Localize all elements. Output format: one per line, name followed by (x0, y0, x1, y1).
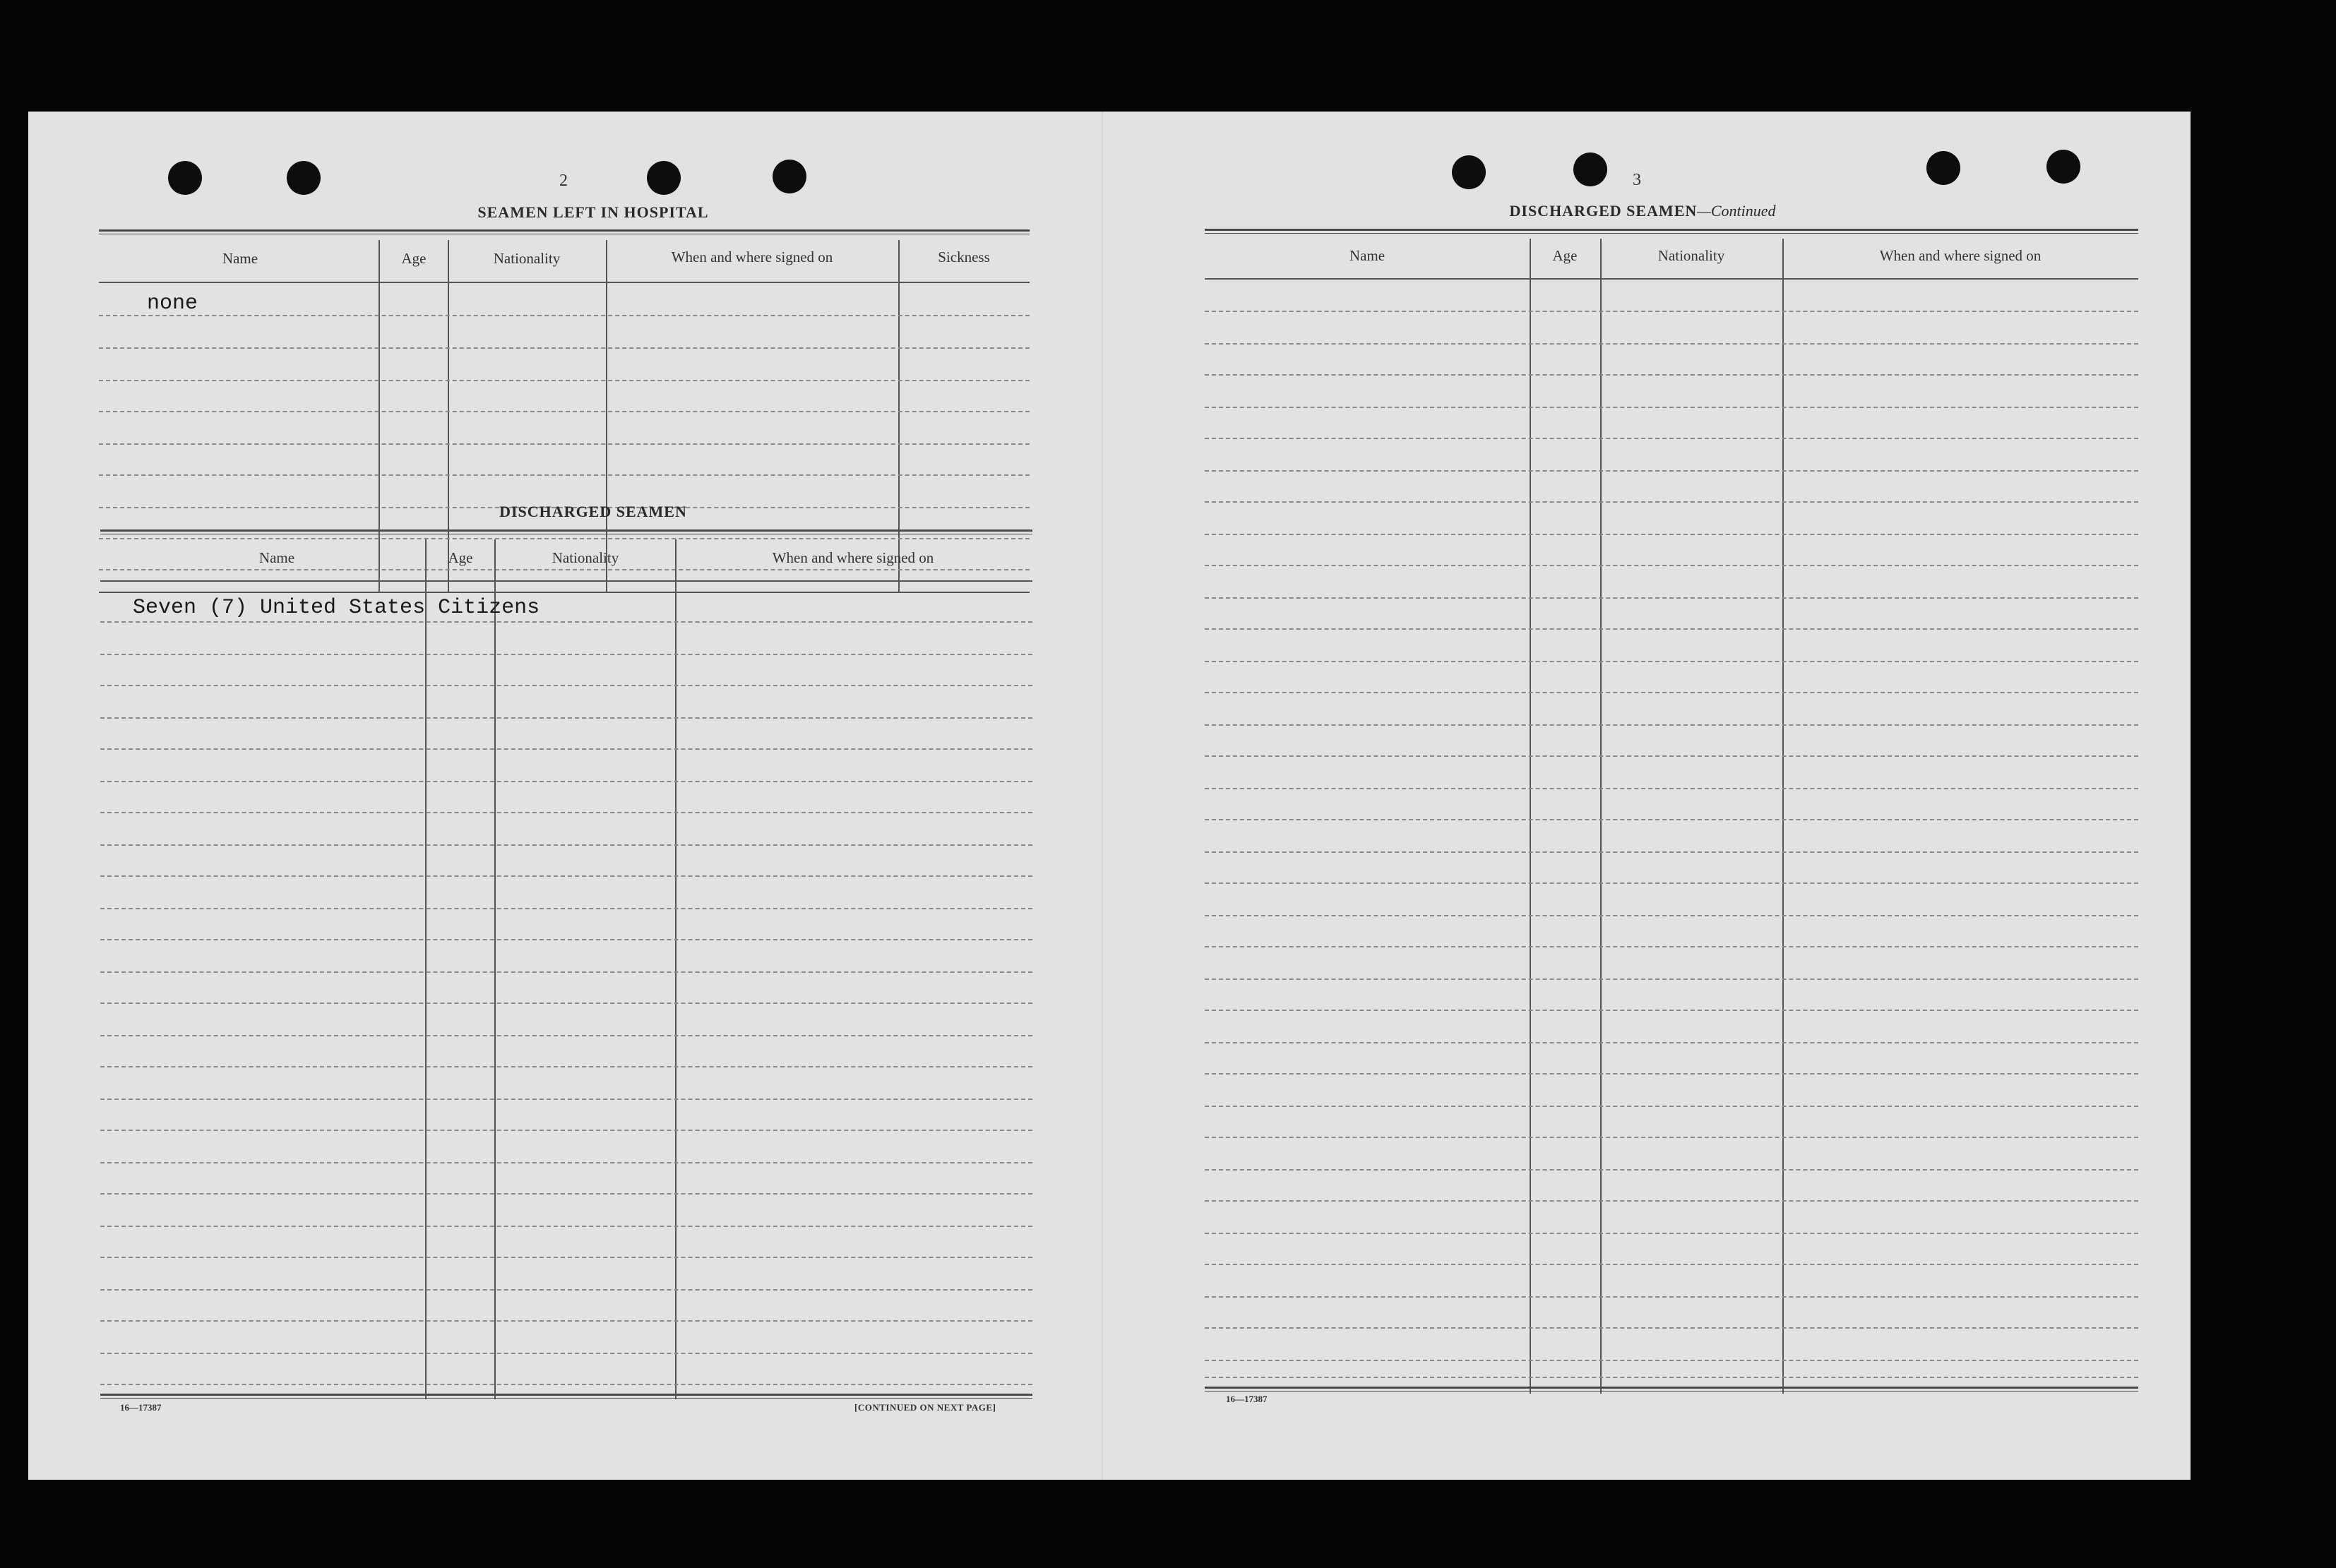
entry-line (1205, 1137, 2138, 1138)
entry-line (99, 411, 1030, 412)
entry-line (100, 812, 1032, 813)
table-bottom-rule (100, 1394, 1032, 1399)
entry-line (1205, 1042, 2138, 1043)
column-divider (675, 539, 677, 1399)
entry-line (1205, 1233, 2138, 1234)
entry-line (100, 748, 1032, 750)
punch-hole (1573, 152, 1607, 186)
col-header-name: Name (258, 549, 295, 566)
hospital-section-title: SEAMEN LEFT IN HOSPITAL (477, 203, 709, 221)
column-divider (1782, 239, 1784, 1394)
entry-line (1205, 1073, 2138, 1075)
column-divider (379, 240, 380, 593)
entry-line (1205, 374, 2138, 376)
punch-hole (2046, 150, 2080, 184)
entry-line (100, 939, 1032, 940)
col-header-nationality: Nationality (493, 250, 561, 267)
entry-line (100, 685, 1032, 686)
entry-line (1205, 788, 2138, 789)
continued-note: [CONTINUED ON NEXT PAGE] (854, 1402, 996, 1413)
entry-line (99, 474, 1030, 476)
entry-line (99, 380, 1030, 381)
entry-line (100, 908, 1032, 909)
section-rule (99, 229, 1030, 234)
entry-line (1205, 851, 2138, 853)
entry-line (1205, 438, 2138, 439)
punch-hole (287, 161, 321, 195)
entry-line (1205, 882, 2138, 884)
punch-hole (1926, 151, 1960, 185)
entry-line (1205, 1106, 2138, 1107)
col-header-age: Age (1552, 247, 1578, 264)
col-header-signed-on: When and where signed on (772, 549, 934, 566)
entry-line (100, 1035, 1032, 1036)
entry-line (100, 1099, 1032, 1100)
hospital-entry-name: none (147, 292, 198, 316)
entry-line (1205, 1327, 2138, 1329)
entry-line (1205, 724, 2138, 726)
entry-line (1205, 915, 2138, 916)
header-rule (99, 282, 1030, 283)
entry-line (1205, 1377, 2138, 1378)
discharged-section-title: DISCHARGED SEAMEN (499, 503, 687, 520)
col-header-name: Name (222, 250, 258, 267)
entry-line (100, 1289, 1032, 1291)
entry-line (99, 538, 1030, 539)
entry-line (1205, 1360, 2138, 1361)
entry-line (100, 1003, 1032, 1004)
entry-line (100, 1257, 1032, 1258)
col-header-signed-on: When and where signed on (1879, 247, 2042, 264)
entry-line (1205, 1264, 2138, 1265)
entry-line (100, 1226, 1032, 1227)
column-divider (448, 240, 449, 593)
form-number: 16—17387 (120, 1402, 162, 1413)
page-number: 2 (559, 172, 568, 190)
entry-line (100, 621, 1032, 623)
column-divider (898, 240, 900, 593)
page-number: 3 (1633, 171, 1641, 189)
entry-line (99, 315, 1030, 316)
entry-line (1205, 343, 2138, 345)
table-bottom-rule (1205, 1387, 2138, 1392)
entry-line (1205, 470, 2138, 472)
header-rule (1205, 278, 2138, 280)
column-divider (494, 539, 496, 1399)
col-header-name: Name (1349, 247, 1385, 264)
entry-line (1205, 628, 2138, 630)
entry-line (100, 1162, 1032, 1163)
entry-line (100, 971, 1032, 973)
punch-hole (647, 161, 681, 195)
header-rule (100, 580, 1032, 582)
entry-line (1205, 755, 2138, 757)
col-header-age: Age (448, 549, 473, 566)
entry-line (99, 443, 1030, 445)
column-divider (1530, 239, 1531, 1394)
entry-line (1205, 501, 2138, 503)
entry-line (100, 1066, 1032, 1067)
entry-line (1205, 565, 2138, 566)
entry-line (1205, 692, 2138, 693)
punch-hole (773, 160, 806, 193)
section-title-suffix: —Continued (1697, 202, 1776, 220)
entry-line (100, 654, 1032, 655)
discharged-continued-title (1289, 202, 1996, 220)
column-divider (425, 539, 427, 1399)
entry-line (100, 1320, 1032, 1322)
col-header-nationality: Nationality (552, 549, 619, 566)
entry-line (100, 875, 1032, 877)
entry-line (99, 569, 1030, 570)
section-title-main: DISCHARGED SEAMEN (1509, 202, 1698, 220)
punch-hole (168, 161, 202, 195)
punch-hole (1452, 155, 1486, 189)
col-header-signed-on: When and where signed on (671, 249, 833, 265)
entry-line (1205, 597, 2138, 599)
entry-line (100, 1130, 1032, 1131)
col-header-sickness: Sickness (938, 249, 990, 265)
column-divider (606, 240, 607, 593)
right-page (1102, 112, 2191, 1480)
entry-line (1205, 1010, 2138, 1011)
entry-line (1205, 1200, 2138, 1202)
entry-line (1205, 1169, 2138, 1171)
entry-line (99, 347, 1030, 349)
section-rule (100, 529, 1032, 534)
entry-line (1205, 311, 2138, 312)
col-header-nationality: Nationality (1657, 247, 1725, 264)
entry-line (1205, 978, 2138, 980)
section-bottom-rule (99, 592, 1030, 593)
entry-line (100, 1193, 1032, 1195)
entry-line (100, 781, 1032, 782)
entry-line (100, 1384, 1032, 1385)
entry-line (1205, 407, 2138, 408)
document-spread (28, 112, 2191, 1480)
entry-line (1205, 534, 2138, 535)
entry-line (100, 717, 1032, 719)
column-divider (1600, 239, 1602, 1394)
entry-line (100, 844, 1032, 846)
section-rule (1205, 229, 2138, 234)
entry-line (1205, 661, 2138, 662)
left-page (28, 112, 1102, 1480)
entry-line (1205, 946, 2138, 947)
form-number: 16—17387 (1226, 1394, 1268, 1404)
entry-line (100, 1353, 1032, 1354)
entry-line (1205, 819, 2138, 820)
col-header-age: Age (401, 250, 427, 267)
discharged-entry-name: Seven (7) United States Citizens (133, 596, 540, 620)
entry-line (1205, 1296, 2138, 1298)
